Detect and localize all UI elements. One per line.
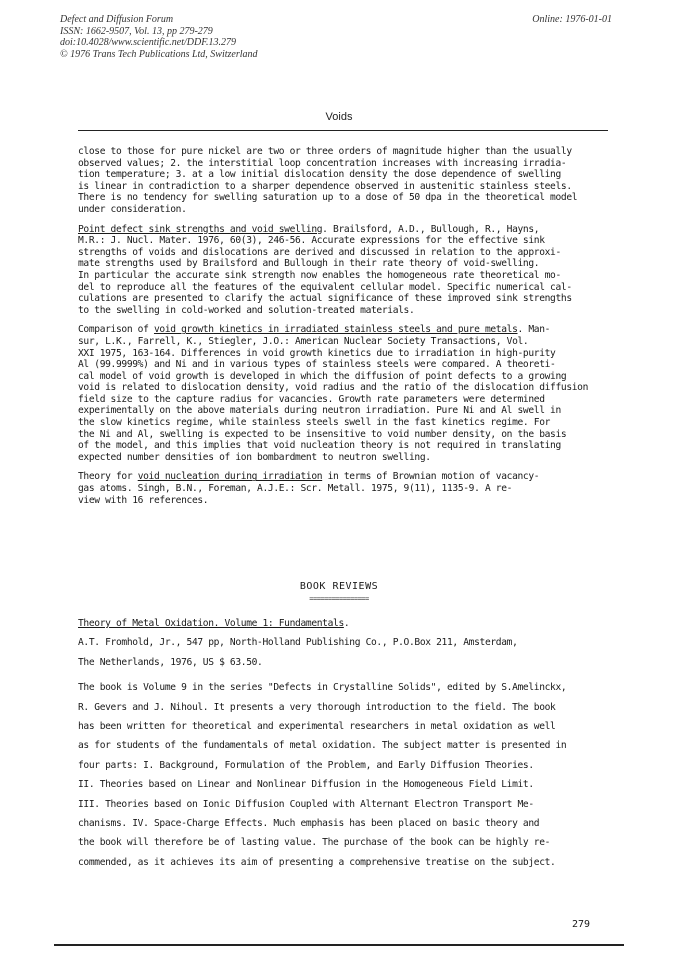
text-line: strengths of voids and dislocations are derived and discussed in relation to the approxi- <box>78 246 561 258</box>
review-line: as for students of the fundamentals of metal oxidation. The subject matter is presented in <box>78 740 567 752</box>
text-line: In particular the accurate sink strength now enables the homogeneous rate theoretical mo- <box>78 269 561 281</box>
text-fragment: . <box>343 618 350 629</box>
text-line: Al (99.9999%) and Ni and in various types of stainless steels were compared. A theoreti- <box>78 359 556 371</box>
text-line: cal model of void growth is developed in which the diffusion of point defects to a growing <box>78 370 567 382</box>
book-reviews-underline: ================ <box>309 595 369 603</box>
text-line: There is no tendency for swelling saturation up to a dose of 50 dpa in the theoretical model <box>78 192 578 204</box>
text-line: void is related to dislocation density, void radius and the ratio of the dislocation diffusion <box>78 382 589 394</box>
doi: doi:10.4028/www.scientific.net/DDF.13.279 <box>60 37 237 48</box>
abstracts <box>78 146 618 514</box>
text-fragment: . Man- <box>517 324 551 336</box>
text-line <box>78 471 618 483</box>
text-line: close to those for pure nickel are two or three orders of magnitude higher than the usually <box>78 146 572 157</box>
text-line: M.R.: J. Nucl. Mater. 1976, 60(3), 246-56. Accurate expressions for the effective sink <box>78 235 545 247</box>
abstract-title: void growth kinetics in irradiated stainless steels and pure metals <box>153 324 518 336</box>
review-line: chanisms. IV. Space-Charge Effects. Much emphasis has been placed on basic theory and <box>78 818 540 830</box>
journal-name: Defect and Diffusion Forum <box>60 14 174 25</box>
paragraph-continuation <box>78 146 618 216</box>
text-line <box>78 324 618 336</box>
abstract-void-nucleation <box>78 471 618 506</box>
abstract-title: void nucleation during irradiation <box>137 471 323 483</box>
page-number: 279 <box>571 919 590 930</box>
text-line: the Ni and Al, swelling is expected to be insensitive to void number density, on the basis <box>78 428 567 440</box>
review-line: II. Theories based on Linear and Nonlinear Diffusion in the Homogeneous Field Limit. <box>78 779 534 791</box>
text-line: sur, L.K., Farrell, K., Stiegler, J.O.: American Nuclear Society Transactions, Vol. <box>78 335 529 347</box>
abstract-void-growth-kinetics <box>78 324 618 463</box>
text-line: culations are presented to clarify the actual significance of these improved sink strengths <box>78 293 572 305</box>
text-line: gas atoms. Singh, B.N., Foreman, A.J.E.: Scr. Metall. 1975, 9(11), 1135-9. A re- <box>78 483 513 495</box>
review-line: commended, as it achieves its aim of presenting a comprehensive treatise on the subject. <box>78 856 556 868</box>
abstract-title: Point defect sink strengths and void swelling <box>78 223 323 235</box>
text-line: experimentally on the above materials during neutron irradiation. Pure Ni and Al swell in <box>78 405 561 417</box>
publisher-line: The Netherlands, 1976, US $ 63.50. <box>78 656 263 668</box>
publisher-line: A.T. Fromhold, Jr., 547 pp, North-Holland Publishing Co., P.O.Box 211, Amsterdam, <box>78 637 518 649</box>
text-line <box>78 224 618 236</box>
online-date: Online: 1976-01-01 <box>532 14 612 25</box>
review-line: four parts: I. Background, Formulation of the Problem, and Early Diffusion Theories. <box>78 759 534 771</box>
text-line: del to reproduce all the features of the equivalent cellular model. Specific numerical cal- <box>78 281 572 293</box>
text-line: XXI 1975, 163-164. Differences in void growth kinetics due to irradiation in high-purity <box>78 347 556 359</box>
header-rule <box>78 130 608 131</box>
review-line: R. Gevers and J. Nihoul. It presents a very thorough introduction to the field. The book <box>78 701 556 713</box>
text-fragment: Theory for <box>78 471 138 483</box>
text-line: view with 16 references. <box>78 494 209 506</box>
review-line: has been written for theoretical and experimental researchers in metal oxidation as well <box>78 721 556 733</box>
text-line: tion temperature; 3. at a low initial dislocation density the dose dependence of swelling <box>78 169 561 181</box>
section-title: Voids <box>325 111 353 123</box>
text-line: to the swelling in cold-worked and solution-treated materials. <box>78 304 415 316</box>
abstract-point-defect-sink <box>78 224 618 317</box>
issn-volume: ISSN: 1662-9507, Vol. 13, pp 279-279 <box>60 25 213 37</box>
footer-rule <box>54 944 624 946</box>
review-line: III. Theories based on Ionic Diffusion Coupled with Alternant Electron Transport Me- <box>78 798 534 810</box>
text-line: mate strengths used by Brailsford and Bullough in their rate theory of void-swelling. <box>78 258 540 270</box>
text-line: expected number densities of ion bombardment to neutron swelling. <box>78 451 431 463</box>
book-reviews-heading: BOOK REVIEWS <box>299 581 379 592</box>
text-line: under consideration. <box>78 203 187 215</box>
text-fragment: in terms of Brownian motion of vacancy- <box>322 471 540 483</box>
book-title: Theory of Metal Oxidation. Volume 1: Fundamentals <box>78 618 344 629</box>
text-line: of the model, and this implies that void nucleation theory is not required in translating <box>78 440 561 452</box>
book-review <box>78 614 618 872</box>
journal-header <box>60 14 258 60</box>
review-line: The book is Volume 9 in the series "Defects in Crystalline Solids", edited by S.Amelinckx, <box>78 682 567 694</box>
text-line: observed values; 2. the interstitial loop concentration increases with increasing irradia- <box>78 157 567 169</box>
copyright: © 1976 Trans Tech Publications Ltd, Switzerland <box>60 48 258 60</box>
text-fragment: . Brailsford, A.D., Bullough, R., Hayns, <box>322 223 540 235</box>
text-line: field size to the capture radius for vacancies. Growth rate parameters were determined <box>78 393 545 405</box>
text-line: is linear in contradiction to a sharper dependence observed in austenitic stainless steels. <box>78 180 572 192</box>
text-fragment: Comparison of <box>78 324 154 336</box>
book-title-line <box>78 614 618 633</box>
review-line: the book will therefore be of lasting value. The purchase of the book can be highly re- <box>78 837 551 849</box>
text-line: the slow kinetics regime, while stainless steels swell in the fast kinetics regime. For <box>78 417 551 429</box>
